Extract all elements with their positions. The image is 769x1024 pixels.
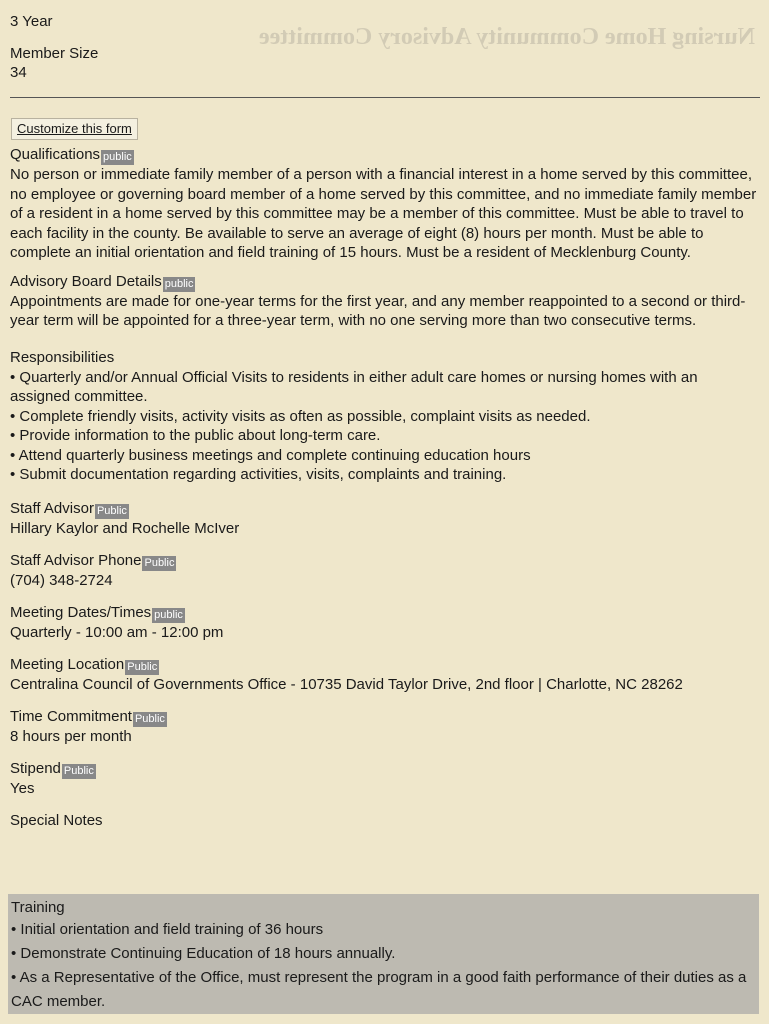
list-item: • Attend quarterly business meetings and complete continuing education hours: [10, 446, 531, 464]
advisory-text: Appointments are made for one-year terms for the first year, and any member reappointed to a second or third- year term will be appointed for a three-year term, with no one serving more than two consecutive terms.: [10, 292, 746, 329]
training-heading: Training: [11, 899, 65, 916]
qualifications-label: Qualifications: [10, 146, 101, 163]
customize-form-link[interactable]: Customize this form: [11, 118, 138, 140]
list-item: • Submit documentation regarding activities, visits, complaints and training.: [10, 466, 507, 483]
list-item: • Demonstrate Continuing Education of 18 hours annually.: [11, 945, 396, 962]
advisory-section: [10, 272, 760, 331]
qualifications-section: [10, 145, 760, 263]
list-item: • Complete friendly visits, activity visits as often as possible, complaint visits as needed.: [10, 407, 591, 425]
list-item: • Initial orientation and field training of 36 hours: [11, 921, 324, 938]
special-notes-label: Special Notes: [10, 811, 103, 829]
public-badge: Public: [144, 556, 175, 569]
meeting-dates-value: Quarterly - 10:00 am - 12:00 pm: [10, 623, 224, 641]
list-item: • As a Representative of the Office, must represent the program in a good faith performance of their duties as a CAC member.: [11, 969, 747, 1010]
special-notes-training-box: [8, 894, 759, 1014]
member-size-value: 34: [10, 64, 27, 81]
bleed-through-title: Nursing Home Community Advisory Committee: [259, 24, 755, 50]
public-badge: Public: [127, 660, 158, 673]
staff-phone-label: Staff Advisor Phone: [10, 551, 142, 569]
responsibilities-list: [10, 368, 760, 485]
meeting-dates-section: [10, 603, 760, 642]
public-badge: Public: [96, 504, 127, 517]
staff-advisor-section: [10, 499, 760, 538]
public-badge: public: [154, 608, 183, 621]
stipend-value: Yes: [10, 779, 35, 797]
time-commitment-section: [10, 707, 760, 746]
stipend-label: Stipend: [10, 759, 61, 777]
staff-advisor-value: Hillary Kaylor and Rochelle McIver: [10, 519, 240, 537]
public-badge: Public: [63, 764, 94, 777]
public-badge: public: [164, 277, 194, 290]
staff-phone-section: [10, 551, 760, 590]
member-size-label: Member Size: [10, 45, 99, 62]
time-commitment-value: 8 hours per month: [10, 727, 132, 745]
qualifications-text: No person or immediate family member of a person with a financial interest in a home served by this committee, no employee or governing board member of a home served by this committee, and no immediate family member of a resident in a home served by this committee may be a member of this committee. Must be able to travel to each facility in the county. Be available to serve an average of eight (8) hours per month. Must be able to complete an initial orientation and field training of 15 hours. Must be a resident of Mecklenburg County.: [10, 166, 757, 261]
list-item: • Provide information to the public about long-term care.: [10, 427, 381, 444]
form-content: [10, 12, 760, 831]
list-item: • Quarterly and/or Annual Official Visits to residents in either adult care homes or nursing homes with an assigned committee.: [10, 368, 698, 405]
meeting-dates-label: Meeting Dates/Times: [10, 603, 152, 621]
public-badge: public: [103, 151, 132, 163]
staff-advisor-label: Staff Advisor: [10, 499, 94, 517]
meeting-location-section: [10, 655, 760, 694]
term-value: 3 Year: [10, 13, 53, 30]
advisory-label: Advisory Board Details: [10, 272, 162, 290]
stipend-section: [10, 759, 760, 798]
meeting-location-value: Centralina Council of Governments Office - 10735 David Taylor Drive, 2nd floor | Charlotte, NC 28262: [10, 675, 683, 693]
time-commitment-label: Time Commitment: [10, 707, 132, 725]
responsibilities-section: [10, 348, 760, 485]
staff-phone-value: (704) 348-2724: [10, 571, 113, 589]
public-badge: Public: [134, 712, 165, 725]
section-divider: [10, 97, 760, 98]
meeting-location-label: Meeting Location: [10, 655, 125, 673]
responsibilities-label: Responsibilities: [10, 348, 115, 366]
